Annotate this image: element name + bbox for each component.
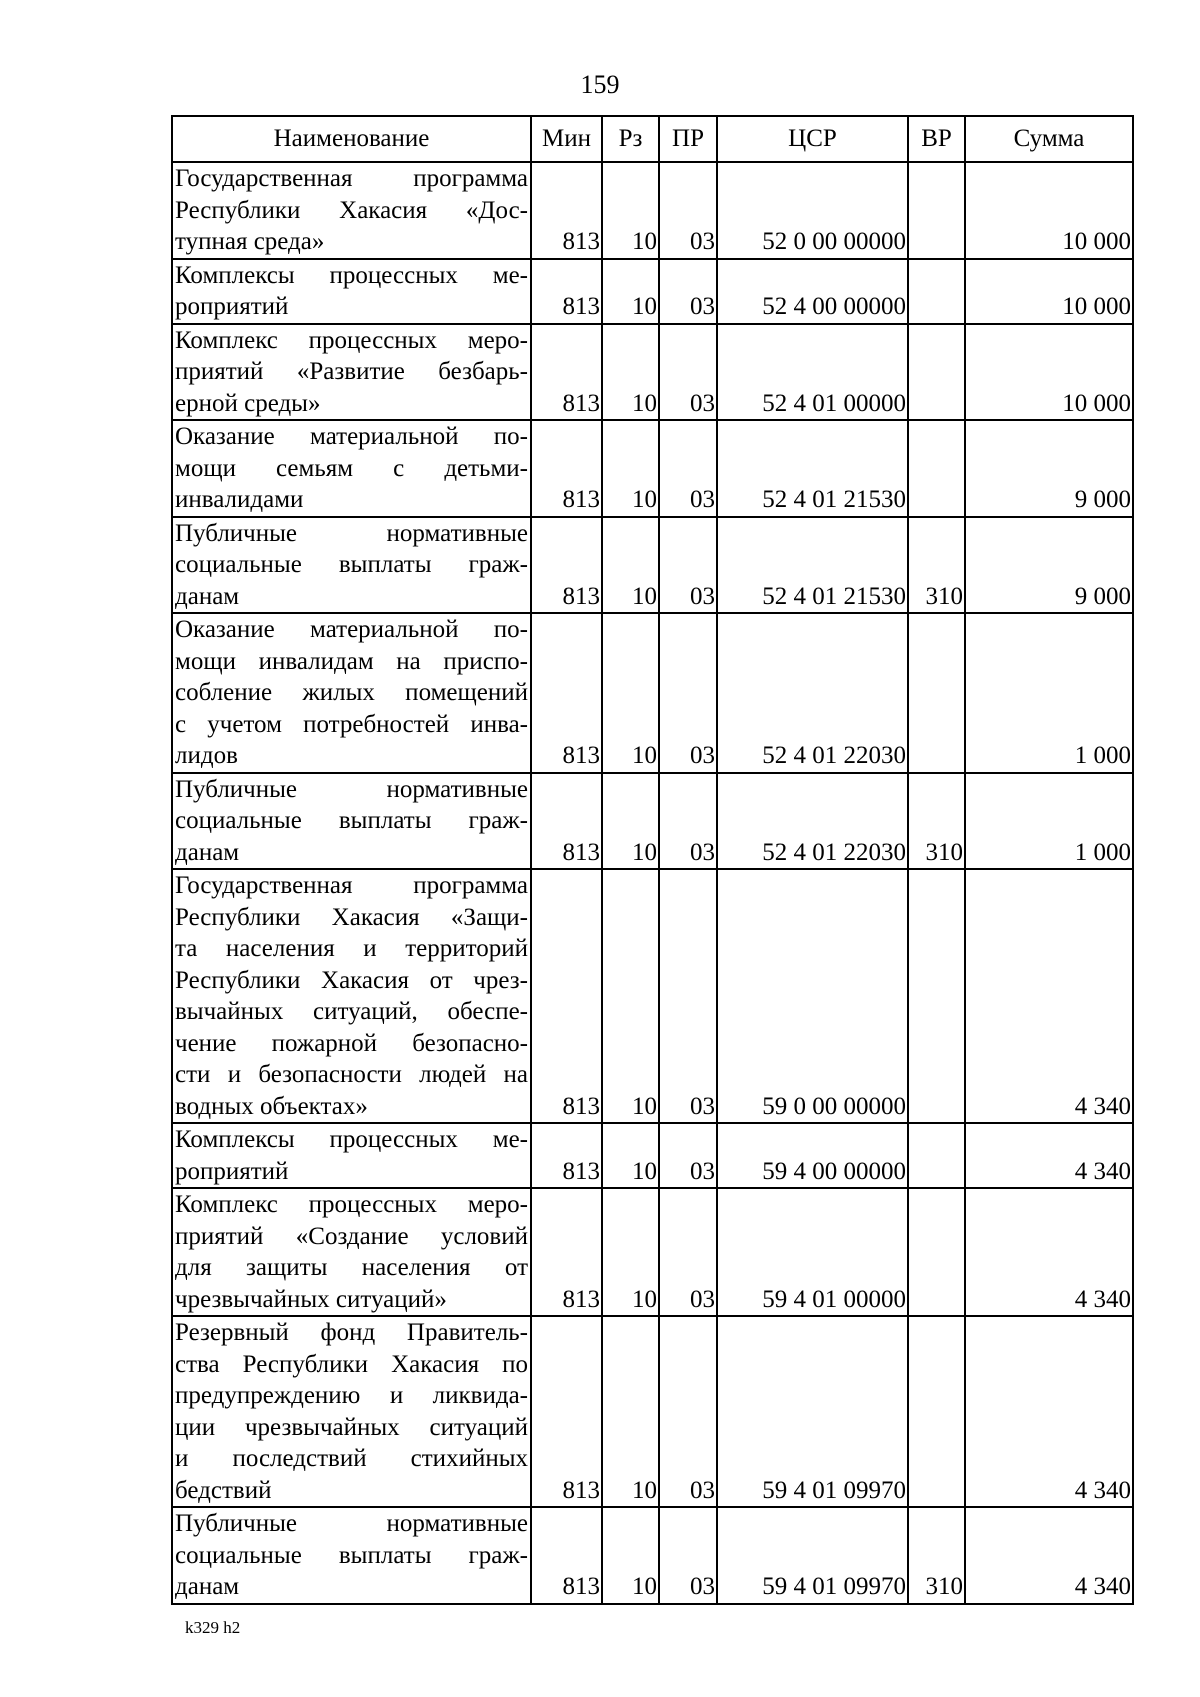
cell-min: 813 [531,324,602,421]
table-row [172,1188,1133,1316]
name-line: собление жилых помещений [175,679,528,706]
table-body [172,162,1133,1604]
cell-min: 813 [531,1316,602,1507]
header-csr: ЦСР [717,116,908,162]
cell-vr [908,420,965,517]
name-line: ции чрезвычайных ситуаций [175,1413,528,1441]
cell-min: 813 [531,259,602,324]
cell-rz: 10 [602,869,659,1123]
cell-csr: 59 4 01 09970 [717,1316,908,1507]
cell-csr: 52 4 01 22030 [717,773,908,870]
cell-pr: 03 [659,1188,717,1316]
cell-name [172,420,531,517]
cell-sum: 4 340 [965,1123,1133,1188]
cell-sum: 4 340 [965,1316,1133,1507]
cell-min: 813 [531,613,602,773]
name-line: бедствий [175,1476,272,1504]
name-line: предупреждению и ликвида- [175,1382,528,1409]
cell-vr: 310 [908,517,965,614]
footer-code: k329 h2 [185,1618,241,1637]
cell-pr: 03 [659,162,717,259]
name-line: приятий «Развитие безбарь- [175,358,528,385]
cell-pr: 03 [659,420,717,517]
cell-rz: 10 [602,162,659,259]
cell-name [172,517,531,614]
name-line: Республики Хакасия «Дос- [175,196,528,224]
cell-min: 813 [531,517,602,614]
name-line: мощи семьям с детьми- [175,454,528,482]
header-pr: ПР [659,116,717,162]
cell-pr: 03 [659,1507,717,1604]
cell-vr [908,259,965,324]
name-line: мощи инвалидам на приспо- [175,647,528,675]
name-line: тупная среда» [175,228,325,255]
name-line: ерной среды» [175,389,321,417]
cell-csr: 59 4 01 09970 [717,1507,908,1604]
cell-pr: 03 [659,259,717,324]
cell-name [172,324,531,421]
cell-rz: 10 [602,259,659,324]
name-line: Комплексы процессных ме- [175,1126,528,1153]
table-row [172,1507,1133,1604]
cell-csr: 59 0 00 00000 [717,869,908,1123]
name-line: Государственная программа [175,165,528,192]
name-line: Оказание материальной по- [175,616,528,643]
table-header-row [172,116,1133,162]
cell-pr: 03 [659,869,717,1123]
cell-vr: 310 [908,773,965,870]
cell-rz: 10 [602,324,659,421]
table-row [172,1123,1133,1188]
table-row [172,1316,1133,1507]
cell-vr: 310 [908,1507,965,1604]
cell-rz: 10 [602,420,659,517]
cell-csr: 52 4 01 21530 [717,420,908,517]
cell-csr: 52 4 01 00000 [717,324,908,421]
name-line: Комплекс процессных меро- [175,1191,528,1218]
cell-sum: 4 340 [965,869,1133,1123]
name-line: социальные выплаты граж- [175,807,528,834]
cell-name [172,1507,531,1604]
cell-min: 813 [531,869,602,1123]
cell-vr [908,162,965,259]
table-row [172,324,1133,421]
cell-name [172,1316,531,1507]
name-line: инвалидами [175,486,304,513]
name-line: чрезвычайных ситуаций» [175,1285,447,1313]
name-line: Комплексы процессных ме- [175,261,528,289]
name-line: Публичные нормативные [175,1510,528,1537]
header-min: Мин [531,116,602,162]
name-line: Оказание материальной по- [175,423,528,450]
cell-min: 813 [531,1123,602,1188]
cell-pr: 03 [659,1316,717,1507]
cell-name [172,613,531,773]
cell-name [172,773,531,870]
name-line: ства Республики Хакасия по [175,1350,528,1378]
name-line: Комплекс процессных меро- [175,326,528,354]
table-row [172,869,1133,1123]
table-row [172,162,1133,259]
name-line: приятий «Создание условий [175,1222,528,1250]
cell-pr: 03 [659,1123,717,1188]
table-row [172,259,1133,324]
cell-csr: 52 4 01 22030 [717,613,908,773]
table-row [172,420,1133,517]
table-row [172,517,1133,614]
cell-pr: 03 [659,613,717,773]
name-line: социальные выплаты граж- [175,1541,528,1569]
name-line: Государственная программа [175,872,528,899]
name-line: та населения и территорий [175,935,528,962]
name-line: вычайных ситуаций, обеспе- [175,998,528,1025]
cell-vr [908,324,965,421]
cell-rz: 10 [602,517,659,614]
cell-rz: 10 [602,1316,659,1507]
cell-csr: 59 4 01 00000 [717,1188,908,1316]
cell-sum: 4 340 [965,1507,1133,1604]
cell-csr: 52 0 00 00000 [717,162,908,259]
cell-sum: 9 000 [965,517,1133,614]
header-rz: Рз [602,116,659,162]
cell-vr [908,613,965,773]
name-line: Республики Хакасия от чрез- [175,966,528,994]
cell-min: 813 [531,1507,602,1604]
cell-pr: 03 [659,517,717,614]
name-line: для защиты населения от [175,1254,528,1281]
cell-rz: 10 [602,1123,659,1188]
cell-name [172,1123,531,1188]
budget-table [171,115,1134,1605]
cell-sum: 10 000 [965,324,1133,421]
name-line: с учетом потребностей инва- [175,710,528,738]
name-line: роприятий [175,293,289,320]
cell-min: 813 [531,420,602,517]
cell-rz: 10 [602,773,659,870]
cell-vr [908,1123,965,1188]
name-line: Публичные нормативные [175,775,528,803]
name-line: и последствий стихийных [175,1445,528,1472]
table-row [172,773,1133,870]
cell-csr: 52 4 00 00000 [717,259,908,324]
header-sum: Сумма [965,116,1133,162]
cell-sum: 10 000 [965,259,1133,324]
name-line: данам [175,838,240,866]
name-line: роприятий [175,1157,289,1185]
cell-vr [908,869,965,1123]
name-line: сти и безопасности людей на [175,1061,528,1088]
cell-min: 813 [531,773,602,870]
cell-rz: 10 [602,613,659,773]
cell-sum: 1 000 [965,613,1133,773]
header-vr: ВР [908,116,965,162]
cell-rz: 10 [602,1507,659,1604]
cell-name [172,869,531,1123]
cell-min: 813 [531,162,602,259]
name-line: лидов [175,742,238,769]
cell-rz: 10 [602,1188,659,1316]
name-line: Республики Хакасия «Защи- [175,903,528,931]
name-line: социальные выплаты граж- [175,551,528,578]
table-row [172,613,1133,773]
cell-min: 813 [531,1188,602,1316]
cell-vr [908,1188,965,1316]
name-line: Публичные нормативные [175,519,528,547]
cell-csr: 52 4 01 21530 [717,517,908,614]
cell-name [172,259,531,324]
name-line: чение пожарной безопасно- [175,1029,528,1057]
name-line: данам [175,1573,240,1600]
cell-name [172,162,531,259]
cell-csr: 59 4 00 00000 [717,1123,908,1188]
cell-pr: 03 [659,773,717,870]
cell-sum: 4 340 [965,1188,1133,1316]
cell-sum: 10 000 [965,162,1133,259]
name-line: водных объектах» [175,1092,368,1120]
cell-pr: 03 [659,324,717,421]
header-name: Наименование [172,116,531,162]
cell-vr [908,1316,965,1507]
name-line: Резервный фонд Правитель- [175,1319,528,1346]
name-line: данам [175,582,240,610]
cell-sum: 9 000 [965,420,1133,517]
cell-sum: 1 000 [965,773,1133,870]
page-number: 159 [580,70,620,99]
cell-name [172,1188,531,1316]
